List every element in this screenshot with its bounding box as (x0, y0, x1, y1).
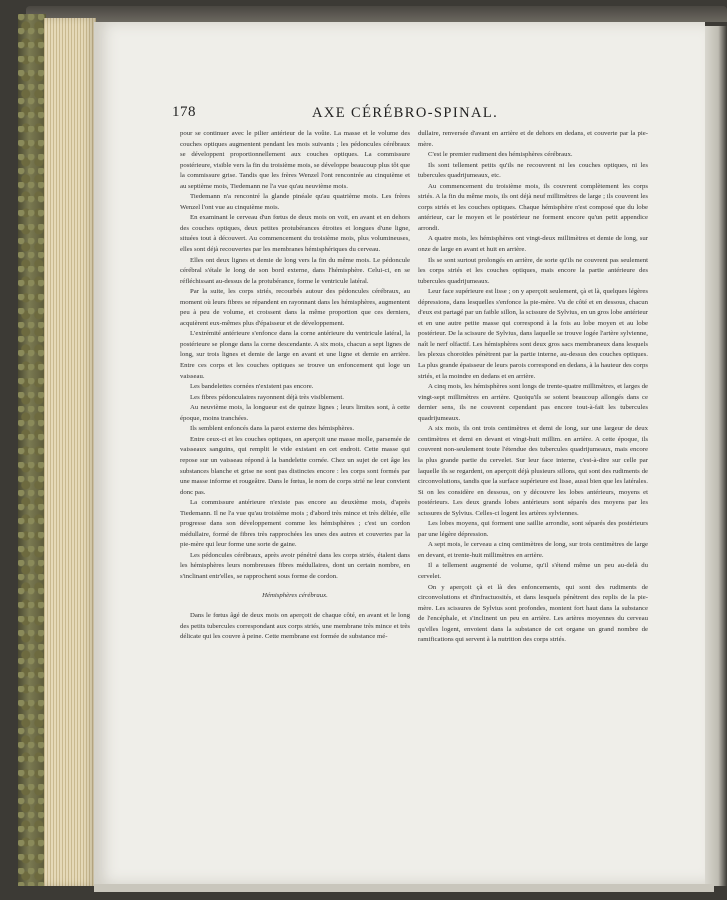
paragraph: L'extrémité antérieure s'enfonce dans la corne antérieure du ventricule latéral, la postérieure se plonge dans la corne descendante. A six mois, chacun a sept lignes de long, sur trois lignes et demie de large en avant et une ligne et demie en arrière. Entre ces corps et les couches optiques se trouve un enfoncement qui loge un vaisseau. (180, 330, 410, 380)
paragraph: Tiedemann n'a rencontré la glande pinéale qu'au quatrième mois. Les frères Wenzel l'ont vue au cinquième mois. (180, 193, 410, 211)
paragraph: Elles ont deux lignes et demie de long vers la fin du même mois. Le pédoncule cérébral s'étale le long de son bord externe, dans l'hémisphère. Celui-ci, en se réfléchissant au-dessus de la protubérance, forme le ventricule latéral. (180, 256, 410, 285)
paragraph: La commissure antérieure n'existe pas encore au deuxième mois, d'après Tiedemann. Il ne l'a vue qu'au troisième mois ; d'abord très mince et très déliée, elle progresse dans son développement comme les hémisphères ; c'est un cordon médullaire, formé de fibres très rapprochées les unes des autres et couvertes par la pie-mère qui leur forme une sorte de gaine. (180, 499, 410, 549)
paragraph: C'est le premier rudiment des hémisphères cérébraux. (428, 151, 573, 159)
paragraph: Dans le fœtus âgé de deux mois on aperçoit de chaque côté, en avant et le long des petits tubercules correspondant aux corps striés, une membrane très mince et très délicate qui les couvre à peine. Cette membrane est formée de substance mé- (180, 612, 410, 641)
left-column (180, 129, 410, 643)
book-cover-top (26, 6, 727, 22)
running-title: AXE CÉRÉBRO-SPINAL. (312, 105, 499, 121)
paragraph: Les bandelettes cornées n'existent pas encore. (190, 383, 314, 391)
page-header (172, 104, 697, 128)
page-stack-edge (44, 18, 96, 886)
paragraph: A sept mois, le cerveau a cinq centimètres de long, sur trois centimètres de large en devant, et trente-huit millimètres en arrière. (418, 541, 648, 559)
paragraph: En examinant le cerveau d'un fœtus de deux mois on voit, en avant et en dehors des couches optiques, deux petites protubérances étroites et longues d'une ligne, situées tout à découvert. Au commencement du troisième mois, plus volumineuses, elles sont déjà recouvertes par les membranes hémisphériques du cerveau. (180, 214, 410, 254)
paragraph: Les fibres pédonculaires rayonnent déjà très visiblement. (190, 393, 344, 401)
paragraph: Au commencement du troisième mois, ils couvrent complètement les corps striés. A la fin du même mois, ils ont déjà neuf millimètres de large ; ils couvrent les corps striés et les couches optiques. Chaque hémisphère n'est composé que du lobe antérieur, car le moyen et le postérieur ne forment encore qu'un petit appendice arrondi. (418, 182, 648, 232)
paragraph: pour se continuer avec le pilier antérieur de la voûte. La masse et le volume des couches optiques augmentent pendant les mois suivants ; les pédoncules cérébraux se développent proportionnellement aux couches optiques. La commissure postérieure, visible vers la fin du troisième mois, se développe beaucoup plus tôt que la commissure grise. Tandis que les frères Wenzel l'ont rencontrée au cinquième et au septième mois, Tiedemann ne l'a vue qu'au neuvième mois. (180, 130, 410, 190)
marbled-cover-edge (18, 14, 46, 886)
paragraph: Par la suite, les corps striés, recourbés autour des pédoncules cérébraux, au moment où leurs fibres se répandent en rayonnant dans les hémisphères, augmentent peu à peu de volume, et croissent dans la même proportion que ces derniers, acquièrent eux-mêmes plus d'épaisseur et de développement. (180, 288, 410, 327)
paragraph: dullaire, renversée d'avant en arrière et de dehors en dedans, et couverte par la pie-mère. (418, 130, 648, 148)
paragraph: On y aperçoit çà et là des enfoncements, qui sont des rudiments de circonvolutions et d'infractuosités, et dans lesquels pénètrent des replis de la pie-mère. Les scissures de Sylvius sont profondes, montent fort haut dans la substance de l'encéphale, et s'inclinent un peu en arrière. Les artères moyennes du cerveau qu'elles logent, envoient dans la substance de cet organe un grand nombre de ramifications qui servent à la nutrition des corps striés. (418, 583, 648, 644)
paragraph: Leur face supérieure est lisse ; on y aperçoit seulement, çà et là, quelques légères dépressions, dans lesquelles s'enfonce la pie-mère. Vu de côté et en dessous, chacun d'eux est partagé par un faible sillon, la scissure de Sylvius, en un gros lobe antérieur et en une autre petite masse qui correspond à la fois au lobe moyen et au lobe postérieur. De la scissure de Sylvius, dans laquelle se trouve logée l'artère sylvienne, naît le nerf olfactif. Les hémisphères sont deux gros sacs membraneux dans lesquels les plexus choroïdes pénètrent par la partie interne, au-dessus des couches optiques. La plus grande épaisseur de leurs parois correspond en dedans, à la hauteur des corps striés, et la moindre en dedans et en arrière. (418, 288, 648, 380)
paragraph: A quatre mois, les hémisphères ont vingt-deux millimètres et demie de long, sur onze de large en avant et huit en arrière. (418, 235, 648, 254)
paragraph: Il a tellement augmenté de volume, qu'il s'étend même un peu au-delà du cervelet. (418, 562, 648, 580)
paragraph: Les lobes moyens, qui forment une saillie arrondie, sont séparés des postérieurs par une légère dépression. (418, 520, 648, 538)
paragraph: A cinq mois, les hémisphères sont longs de trente-quatre millimètres, et larges de vingt-sept millimètres en arrière. Quoiqu'ils se soient beaucoup allongés dans ce dernier sens, ils ne couvrent cependant pas encore tout-à-fait les tubercules quadrijumeaux. (418, 383, 648, 422)
right-column (418, 129, 648, 646)
paragraph: Ils semblent enfoncés dans la paroi externe des hémisphères. (190, 425, 355, 433)
section-heading: Hémisphères cérébraux. (262, 591, 328, 599)
right-page-edge (705, 26, 727, 886)
paragraph: Ils se sont surtout prolongés en arrière, de sorte qu'ils ne couvrent pas seulement les corps striés et les couches optiques, mais encore la partie antérieure des tubercules quadrijumeaux. (418, 256, 648, 285)
paragraph: A six mois, ils ont trois centimètres et demi de long, sur une largeur de deux centimètres et demi en devant et vingt-huit millim. en arrière. A cette époque, ils couvrent non-seulement toute l'étendue des tubercules quadrijumeaux, mais encore la plus grande partie du cervelet. Sur leur face interne, c'est-à-dire sur celle par laquelle ils se regardent, on aperçoit déjà plusieurs sillons, qui sont des rudiments de circonvolutions, tandis que la surface supérieure est lisse, aussi bien que les latérales. Si on les considère en dessous, on y découvre les lobes antérieurs, moyens et postérieurs. Les deux grands lobes antérieurs sont séparés des moyens par les scissures de Sylvius. Celles-ci logent les artères sylviennes. (418, 425, 648, 517)
paragraph: Les pédoncules cérébraux, après avoir pénétré dans les corps striés, étalent dans les hémisphères leurs nombreuses fibres médullaires, dont un certain nombre, en s'inclinant entr'elles, se rapprochent sous forme de cordon. (180, 551, 410, 580)
paragraph: Au neuvième mois, la longueur est de quinze lignes ; leurs limites sont, à cette époque, moins tranchées. (180, 404, 410, 422)
page-number: 178 (172, 104, 196, 120)
paragraph: Entre ceux-ci et les couches optiques, on aperçoit une masse molle, parsemée de vaisseaux sanguins, qui remplit le vide existant en cet endroit. Cette masse qui repose sur un vaisseau répond à la bandelette cornée. Chez un sujet de cet âge les substances blanche et grise ne sont pas distinctes encore : les corps sont formés par une masse informe et rougeâtre. Dans le fœtus, le nom de corps strié ne leur convient donc pas. (180, 435, 410, 496)
bottom-page-edge (94, 884, 714, 892)
paragraph: Ils sont tellement petits qu'ils ne recouvrent ni les couches optiques, ni les tubercules quadrijumeaux, etc. (418, 161, 648, 180)
